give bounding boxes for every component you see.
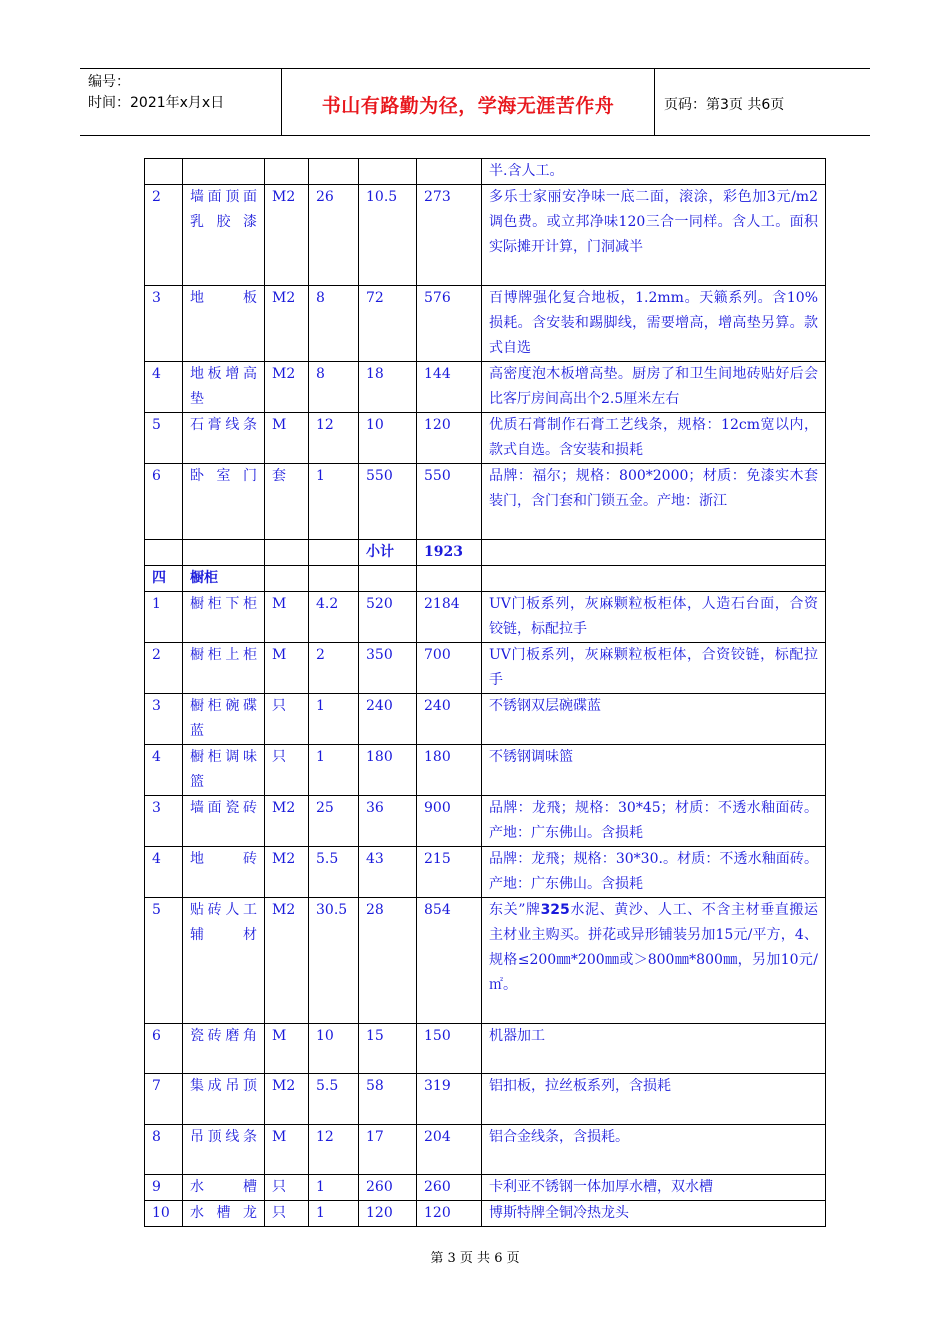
cell-unit: M2	[265, 847, 309, 898]
cell-no: 2	[145, 643, 183, 694]
cell-desc: 半.含人工。	[482, 159, 826, 185]
quotation-table	[144, 158, 826, 1227]
header-motto: 书山有路勤为径，学海无涯苦作舟	[321, 95, 615, 117]
header-divider	[654, 69, 655, 135]
page-header	[80, 68, 870, 136]
cell-price: 550	[359, 464, 417, 540]
cell-qty	[309, 540, 359, 566]
cell-desc	[482, 540, 826, 566]
cell-name: 吊顶线条	[183, 1125, 265, 1175]
cell-qty: 1	[309, 1201, 359, 1227]
cell-desc: UV门板系列，灰麻颗粒板柜体，合资铰链，标配拉手	[482, 643, 826, 694]
cell-total: 900	[417, 796, 482, 847]
cell-unit: 只	[265, 694, 309, 745]
cell-name: 地板增高垫	[183, 362, 265, 413]
cell-name: 墙面瓷砖	[183, 796, 265, 847]
table-row	[145, 847, 826, 898]
cell-price: 350	[359, 643, 417, 694]
cell-name: 水槽	[183, 1175, 265, 1201]
page-footer: 第 3 页 共 6 页	[430, 1251, 520, 1266]
cell-total: 120	[417, 413, 482, 464]
subtotal-value: 1923	[417, 540, 482, 566]
cell-desc: 不锈钢调味篮	[482, 745, 826, 796]
header-meta	[88, 72, 282, 114]
cell-name: 水槽龙	[183, 1201, 265, 1227]
cell-price: 180	[359, 745, 417, 796]
cell-no: 6	[145, 1024, 183, 1074]
cell-desc: 铝合金线条，含损耗。	[482, 1125, 826, 1175]
table-row	[145, 694, 826, 745]
cell-unit: M	[265, 643, 309, 694]
cell-unit: 套	[265, 464, 309, 540]
section-row	[145, 566, 826, 592]
cell-no: 3	[145, 796, 183, 847]
cell-price: 43	[359, 847, 417, 898]
cell-no: 3	[145, 694, 183, 745]
cell-qty: 2	[309, 643, 359, 694]
cell-no: 4	[145, 362, 183, 413]
cell-qty	[309, 566, 359, 592]
cell-name: 橱柜上柜	[183, 643, 265, 694]
cell-qty: 5.5	[309, 1074, 359, 1125]
cell-qty: 8	[309, 362, 359, 413]
table-row	[145, 1125, 826, 1175]
cell-name: 墙面顶面乳胶漆	[183, 185, 265, 286]
cell-no: 3	[145, 286, 183, 362]
cell-total: 120	[417, 1201, 482, 1227]
cell-desc: 高密度泡木板增高垫。厨房了和卫生间地砖贴好后会比客厅房间高出个2.5厘米左右	[482, 362, 826, 413]
cell-desc: 不锈钢双层碗碟蓝	[482, 694, 826, 745]
cell-no: 2	[145, 185, 183, 286]
subtotal-label: 小计	[359, 540, 417, 566]
table-row	[145, 643, 826, 694]
cell-unit: M2	[265, 1074, 309, 1125]
subtotal-row	[145, 540, 826, 566]
cell-name: 地砖	[183, 847, 265, 898]
cell-qty: 4.2	[309, 592, 359, 643]
cell-qty: 8	[309, 286, 359, 362]
cell-name: 石膏线条	[183, 413, 265, 464]
cell-qty: 1	[309, 464, 359, 540]
cell-total: 240	[417, 694, 482, 745]
cell-no: 1	[145, 592, 183, 643]
cell-qty: 1	[309, 745, 359, 796]
header-page-label: 页码：第3页 共6页	[664, 97, 785, 113]
cell-unit: M2	[265, 362, 309, 413]
cell-desc: 百博牌强化复合地板，1.2mm。天籁系列。含10%损耗。含安装和踢脚线，需要增高，增高垫另算。款式自选	[482, 286, 826, 362]
table-row	[145, 1175, 826, 1201]
table-row	[145, 362, 826, 413]
cell-total: 204	[417, 1125, 482, 1175]
cell-total: 273	[417, 185, 482, 286]
cell-name: 集成吊顶	[183, 1074, 265, 1125]
cell-unit: M2	[265, 796, 309, 847]
cell-qty: 25	[309, 796, 359, 847]
cell-total: 550	[417, 464, 482, 540]
table-row	[145, 1201, 826, 1227]
cell-price: 260	[359, 1175, 417, 1201]
cell-no: 5	[145, 413, 183, 464]
header-time-label: 时间：2021年x月x日	[88, 95, 225, 111]
cell-no	[145, 540, 183, 566]
table-row	[145, 898, 826, 1024]
cell-desc: UV门板系列，灰麻颗粒板柜体，人造石台面，合资铰链，标配拉手	[482, 592, 826, 643]
cell-total: 215	[417, 847, 482, 898]
cell-no: 8	[145, 1125, 183, 1175]
section-title: 橱柜	[183, 566, 265, 592]
cell-total: 2184	[417, 592, 482, 643]
cell-price: 28	[359, 898, 417, 1024]
cell-qty: 30.5	[309, 898, 359, 1024]
cell-qty: 12	[309, 413, 359, 464]
cell-total	[417, 566, 482, 592]
cell-unit: 只	[265, 1201, 309, 1227]
cell-qty: 1	[309, 1175, 359, 1201]
cell-total: 150	[417, 1024, 482, 1074]
cell-no: 6	[145, 464, 183, 540]
cell-price	[359, 159, 417, 185]
cell-desc: 博斯特牌全铜冷热龙头	[482, 1201, 826, 1227]
cell-name: 地板	[183, 286, 265, 362]
cell-desc: 多乐士家丽安净味一底二面，滚涂，彩色加3元/m2调色费。或立邦净味120三合一同样。含人工。面积实际摊开计算，门洞减半	[482, 185, 826, 286]
cell-unit: M2	[265, 286, 309, 362]
cell-name: 贴砖人工辅材	[183, 898, 265, 1024]
cell-price: 10.5	[359, 185, 417, 286]
cell-unit: 只	[265, 745, 309, 796]
table-row	[145, 1024, 826, 1074]
cell-desc	[482, 566, 826, 592]
cell-unit: M2	[265, 898, 309, 1024]
cell-no: 10	[145, 1201, 183, 1227]
cell-no: 4	[145, 847, 183, 898]
table-row	[145, 1074, 826, 1125]
cell-total: 144	[417, 362, 482, 413]
desc-part: 东关”牌	[489, 902, 541, 918]
cell-total: 180	[417, 745, 482, 796]
cell-unit	[265, 540, 309, 566]
table-row	[145, 185, 826, 286]
table-row	[145, 413, 826, 464]
cell-name: 橱柜下柜	[183, 592, 265, 643]
cell-qty	[309, 159, 359, 185]
cell-price	[359, 566, 417, 592]
cell-qty: 1	[309, 694, 359, 745]
table-row	[145, 286, 826, 362]
cell-desc	[482, 898, 826, 1024]
header-number-label: 编号：	[88, 74, 130, 90]
cell-unit: 只	[265, 1175, 309, 1201]
cell-total: 260	[417, 1175, 482, 1201]
cell-price: 120	[359, 1201, 417, 1227]
cell-name	[183, 540, 265, 566]
cell-desc: 品牌：龙飛；规格：30*45；材质：不透水釉面砖。产地：广东佛山。含损耗	[482, 796, 826, 847]
cell-no: 4	[145, 745, 183, 796]
desc-part: 325	[540, 902, 570, 918]
cell-name	[183, 159, 265, 185]
cell-desc: 机器加工	[482, 1024, 826, 1074]
cell-price: 10	[359, 413, 417, 464]
table-row	[145, 796, 826, 847]
table-row	[145, 745, 826, 796]
cell-desc: 铝扣板，拉丝板系列，含损耗	[482, 1074, 826, 1125]
cell-price: 240	[359, 694, 417, 745]
cell-price: 58	[359, 1074, 417, 1125]
cell-unit	[265, 566, 309, 592]
cell-name: 橱柜调味篮	[183, 745, 265, 796]
table-row	[145, 159, 826, 185]
cell-total	[417, 159, 482, 185]
cell-price: 520	[359, 592, 417, 643]
cell-unit: M	[265, 1024, 309, 1074]
cell-price: 18	[359, 362, 417, 413]
cell-unit: M2	[265, 185, 309, 286]
cell-unit: M	[265, 592, 309, 643]
cell-desc: 优质石膏制作石膏工艺线条，规格：12cm宽以内，款式自选。含安装和损耗	[482, 413, 826, 464]
cell-no: 5	[145, 898, 183, 1024]
cell-unit: M	[265, 1125, 309, 1175]
cell-qty: 10	[309, 1024, 359, 1074]
cell-total: 319	[417, 1074, 482, 1125]
cell-name: 卧室门	[183, 464, 265, 540]
cell-price: 15	[359, 1024, 417, 1074]
cell-price: 72	[359, 286, 417, 362]
cell-unit	[265, 159, 309, 185]
cell-qty: 5.5	[309, 847, 359, 898]
cell-no: 7	[145, 1074, 183, 1125]
cell-price: 36	[359, 796, 417, 847]
desc-part: 水泥、黄沙、人工、不含主材垂直搬运主材业主购买。拼花或异形铺装另加15元/平方，4、规格≤200㎜*200㎜或＞800㎜*800㎜，另加10元/㎡。	[489, 902, 818, 993]
cell-no: 9	[145, 1175, 183, 1201]
table-row	[145, 464, 826, 540]
cell-name: 瓷砖磨角	[183, 1024, 265, 1074]
cell-qty: 12	[309, 1125, 359, 1175]
cell-price: 17	[359, 1125, 417, 1175]
cell-unit: M	[265, 413, 309, 464]
cell-desc: 品牌：福尔；规格：800*2000；材质：免漆实木套装门，含门套和门锁五金。产地：浙江	[482, 464, 826, 540]
section-number: 四	[145, 566, 183, 592]
cell-total: 576	[417, 286, 482, 362]
cell-qty: 26	[309, 185, 359, 286]
cell-desc: 品牌：龙飛；规格：30*30.。材质：不透水釉面砖。产地：广东佛山。含损耗	[482, 847, 826, 898]
cell-name: 橱柜碗碟蓝	[183, 694, 265, 745]
cell-no	[145, 159, 183, 185]
cell-total: 854	[417, 898, 482, 1024]
cell-desc: 卡利亚不锈钢一体加厚水槽，双水槽	[482, 1175, 826, 1201]
cell-total: 700	[417, 643, 482, 694]
table-row	[145, 592, 826, 643]
